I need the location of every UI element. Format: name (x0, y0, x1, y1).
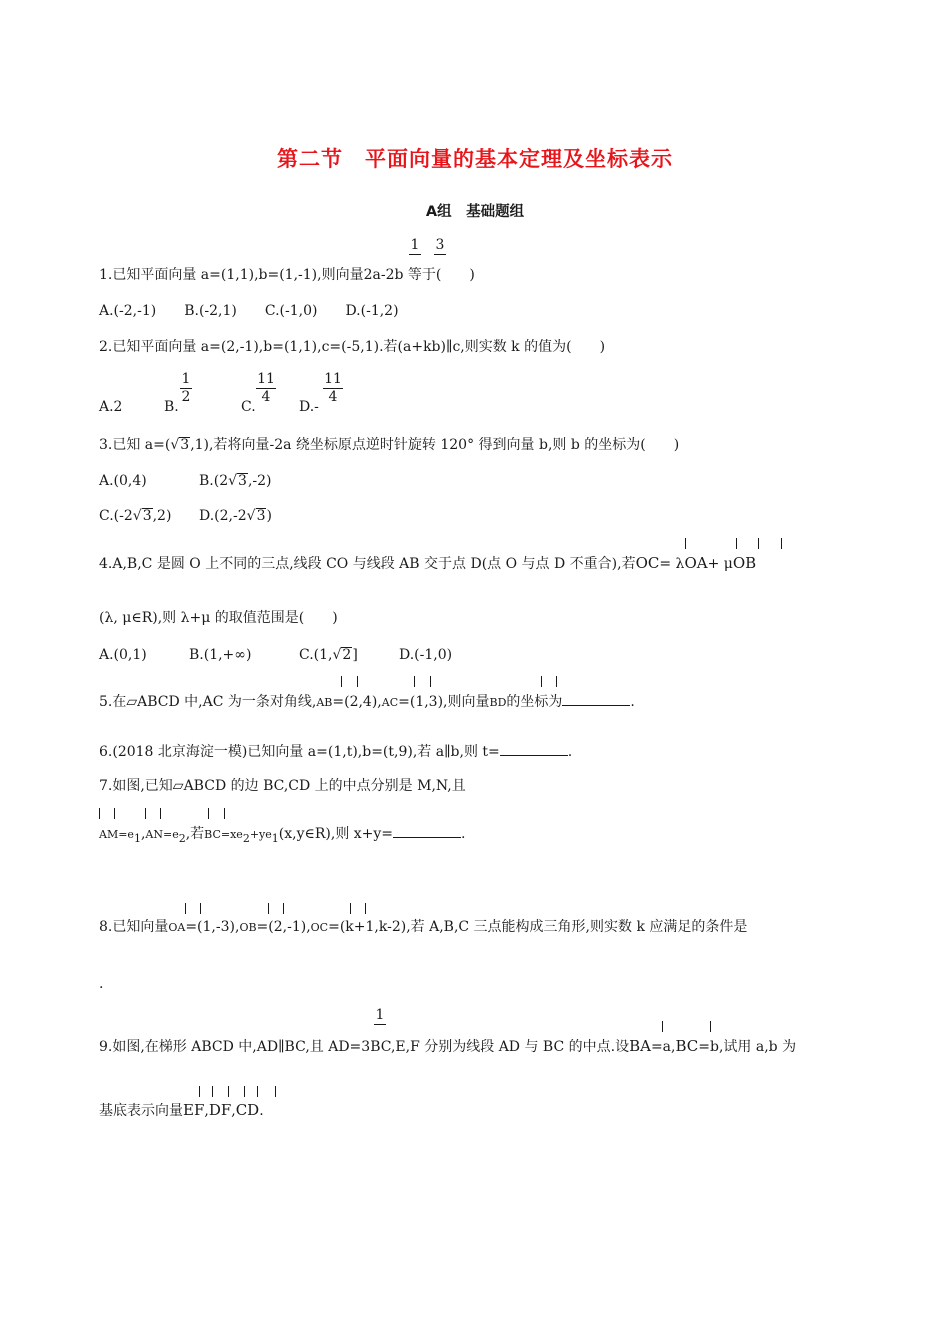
question-text: BC,E,F 分别为线段 AD 与 BC 的中点.设 (370, 1039, 630, 1055)
denominator: 3 (361, 1039, 371, 1055)
question-text: . (567, 744, 573, 760)
vector-bd: BD (489, 696, 507, 709)
question-4-condition: (λ, μ∈R),则 λ+μ 的取值范围是( ) (99, 610, 338, 626)
vector-arrow-mark (758, 538, 759, 549)
question-7: 7.如图,已知▱ABCD 的边 BC,CD 上的中点分别是 M,N,且 (99, 778, 466, 794)
vector-ab: AB (316, 696, 333, 709)
vector-arrow-mark (185, 903, 186, 914)
option-c: C.(-2√3,2) (99, 508, 172, 524)
answer-blank[interactable] (500, 741, 568, 756)
subscript: 1 (133, 831, 141, 845)
option-b: B.(1,+∞) (189, 647, 252, 663)
vector-arrow-mark (283, 903, 284, 914)
question-text: =b,试用 a,b 为 (698, 1039, 797, 1055)
vector-ef: EF (183, 1101, 205, 1119)
vector-arrow-mark (357, 676, 358, 687)
vector-ba: BA (629, 1037, 651, 1055)
vector-ob: OB (732, 554, 757, 572)
vector-arrow-mark (208, 808, 209, 819)
vector-arrow-mark (781, 538, 782, 549)
subscript: 2 (242, 831, 250, 845)
vector-am: AM (99, 828, 119, 841)
question-text: , (140, 826, 146, 842)
vector-arrow-mark (99, 808, 100, 819)
option-a: A.(0,4) (99, 473, 147, 489)
subscript: 1 (271, 831, 279, 845)
option-text: B.(2 (199, 473, 229, 489)
option-text: ) (266, 508, 272, 524)
question-6 (99, 741, 572, 761)
numerator: 1 (375, 1007, 385, 1023)
question-2: 2.已知平面向量 a=(2,-1),b=(1,1),c=(-5,1).若(a+kb)∥c,则实数 k 的值为( ) (99, 339, 606, 355)
vector-cd: CD (235, 1101, 260, 1119)
question-1 (99, 266, 475, 284)
question-text: =(2,-1), (256, 919, 311, 935)
denominator: 2 (181, 389, 191, 405)
fraction (409, 238, 421, 256)
question-text: (x,y∈R),则 x+y= (278, 826, 394, 842)
fraction (323, 372, 343, 405)
question-text: =xe (220, 828, 243, 841)
question-3: 3.已知 a=(√3,1),若将向量-2a 绕坐标原点逆时针旋转 120° 得到向量 b,则 b 的坐标为( ) (99, 437, 680, 453)
question-7-condition (99, 823, 465, 848)
vector-arrow-mark (350, 903, 351, 914)
numerator: 11 (257, 371, 275, 387)
question-1-options: A.(-2,-1) B.(-2,1) C.(-1,0) D.(-1,2) (99, 303, 399, 319)
fraction (434, 238, 446, 256)
vector-arrow-mark (662, 1021, 663, 1032)
fraction (180, 372, 192, 405)
option-c: C.(1,√2] (299, 647, 358, 663)
question-text: 基底表示向量 (99, 1103, 183, 1119)
question-text: ,1),若将向量-2a 绕坐标原点逆时针旋转 120° 得到向量 b,则 b 的坐标为( ) (190, 437, 680, 453)
option-c: C. (241, 399, 256, 415)
question-text: 4.A,B,C 是圆 O 上不同的三点,线段 CO 与线段 AB 交于点 D(点 O 与点 D 不重合),若 (99, 556, 636, 572)
question-text: =(1,-3), (185, 919, 240, 935)
vector-arrow-mark (199, 1086, 200, 1097)
radicand: 2 (342, 647, 352, 663)
answer-blank[interactable] (393, 823, 461, 838)
option-text: C.(-2 (99, 508, 133, 524)
radicand: 3 (142, 508, 152, 524)
numerator: 3 (435, 237, 445, 253)
fraction (374, 1008, 386, 1026)
option-b: B. (164, 399, 179, 415)
question-text: 6.(2018 北京海淀一模)已知向量 a=(1,t),b=(t,9),若 a∥b,则 t= (99, 744, 500, 760)
vector-arrow-mark (275, 1086, 276, 1097)
vector-arrow-mark (736, 538, 737, 549)
vector-arrow-mark (200, 903, 201, 914)
vector-oa: OA (168, 921, 186, 934)
vector-df: DF (208, 1101, 232, 1119)
question-text: 1.已知平面向量 a=(1,1),b=(1,-1),则向量 (99, 267, 364, 283)
vector-bc: BC (675, 1037, 699, 1055)
radicand: 3 (238, 473, 247, 489)
vector-arrow-mark (541, 676, 542, 687)
vector-arrow-mark (212, 1086, 213, 1097)
question-text: . (259, 1103, 264, 1119)
question-8 (99, 918, 747, 937)
question-text: , (204, 1103, 209, 1119)
vector-bc: BC (204, 828, 221, 841)
question-4 (99, 554, 756, 573)
vector-arrow-mark (710, 1021, 711, 1032)
question-text: . (630, 694, 635, 710)
vector-oa: OA (684, 554, 708, 572)
option-text: C.(1, (299, 647, 333, 663)
option-text: D.(2,-2 (199, 508, 247, 524)
vector-arrow-mark (145, 808, 146, 819)
option-text: ] (352, 647, 358, 663)
vector-arrow-mark (114, 808, 115, 819)
option-d: D.(2,-2√3) (199, 508, 272, 524)
vector-arrow-mark (414, 676, 415, 687)
vector-ob: OB (239, 921, 257, 934)
question-text: a- (372, 267, 386, 283)
question-5 (99, 691, 635, 712)
vector-oc: OC (635, 554, 660, 572)
vector-arrow-mark (268, 903, 269, 914)
question-9 (99, 1037, 796, 1056)
vector-oc: OC (310, 921, 329, 934)
option-b: B.(2√3,-2) (199, 473, 272, 489)
question-text: 8.已知向量 (99, 919, 169, 935)
question-text: =(1,3),则向量 (398, 694, 490, 710)
vector-arrow-mark (228, 1086, 229, 1097)
answer-blank[interactable] (562, 691, 630, 706)
question-8-end: . (99, 976, 104, 992)
option-text: ,-2) (247, 473, 272, 489)
question-text: b 等于( ) (394, 267, 475, 283)
question-text: 5.在▱ABCD 中,AC 为一条对角线, (99, 694, 317, 710)
vector-arrow-mark (224, 808, 225, 819)
question-text: +ye (249, 828, 272, 841)
question-text: + μ (707, 556, 733, 572)
vector-arrow-mark (257, 1086, 258, 1097)
vector-arrow-mark (430, 676, 431, 687)
question-text: =e (162, 828, 179, 841)
denominator: 4 (261, 389, 271, 405)
question-text: =(2,4), (332, 694, 382, 710)
denominator: 2 (385, 267, 395, 283)
question-text: 的坐标为 (506, 694, 563, 710)
question-text: ,若 (185, 826, 205, 842)
question-text: =e (118, 828, 134, 841)
fraction (256, 372, 276, 405)
denominator: 4 (328, 389, 338, 405)
question-text: 3.已知 a=( (99, 437, 171, 453)
numerator: 1 (181, 371, 191, 387)
vector-arrow-mark (365, 903, 366, 914)
radicand: 3 (180, 437, 190, 453)
question-text: . (461, 826, 466, 842)
question-text: 9.如图,在梯形 ABCD 中,AD∥BC,且 AD= (99, 1039, 362, 1055)
question-text: , (231, 1103, 236, 1119)
vector-arrow-mark (556, 676, 557, 687)
group-heading: A组 基础题组 (425, 204, 525, 220)
question-text: =(k+1,k-2),若 A,B,C 三点能构成三角形,则实数 k 应满足的条件是 (328, 919, 748, 935)
numerator: 1 (410, 237, 420, 253)
radicand: 3 (256, 508, 266, 524)
option-a: A.2 (99, 399, 123, 415)
option-a: A.(0,1) (99, 647, 147, 663)
question-text: =a, (650, 1039, 676, 1055)
vector-arrow-mark (341, 676, 342, 687)
option-d: D.- (299, 399, 319, 415)
page-title: 第二节 平面向量的基本定理及坐标表示 (277, 147, 673, 171)
denominator: 2 (363, 267, 373, 283)
vector-an: AN (145, 828, 163, 841)
question-text: = λ (659, 556, 685, 572)
option-text: ,2) (152, 508, 172, 524)
vector-arrow-mark (244, 1086, 245, 1097)
numerator: 11 (324, 371, 342, 387)
subscript: 2 (178, 831, 186, 845)
vector-ac: AC (381, 696, 399, 709)
option-d: D.(-1,0) (399, 647, 453, 663)
vector-arrow-mark (685, 538, 686, 549)
question-9-line-2 (99, 1101, 264, 1120)
vector-arrow-mark (160, 808, 161, 819)
